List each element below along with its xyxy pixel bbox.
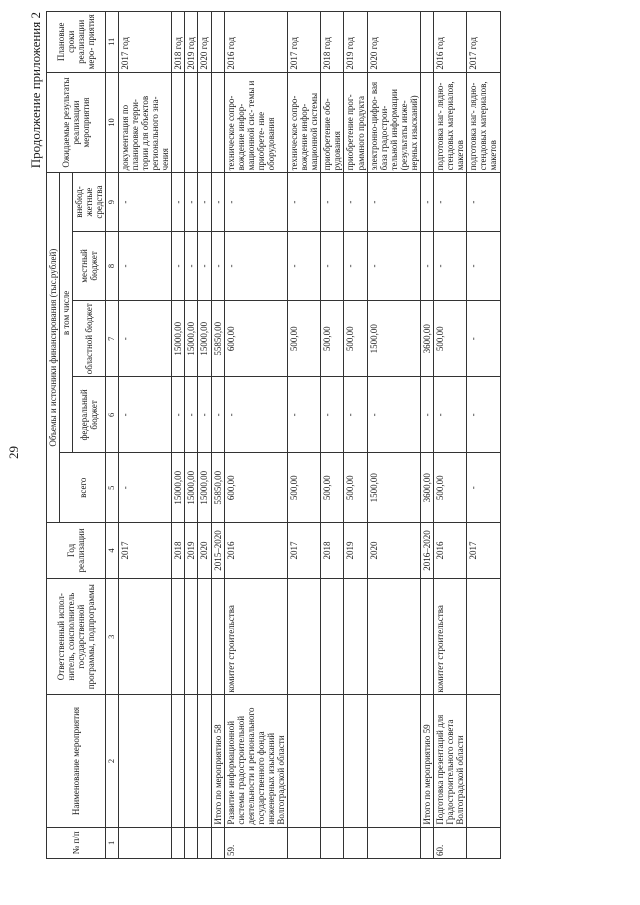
cell-regional: 500,00 bbox=[434, 301, 467, 377]
cell-results: электронно-цифро- вая база градострои- тельной информации (результаты инже- нерных изысканий) bbox=[367, 72, 420, 173]
cell-year: 2017 bbox=[467, 522, 500, 578]
cell-results: подготовка наг- лядно-стендовых материалов, макетов bbox=[467, 72, 500, 173]
cell-extra: - bbox=[185, 173, 198, 231]
cell-terms: 2017 год bbox=[467, 12, 500, 73]
cell-terms: 2020 год bbox=[198, 12, 211, 73]
cell-responsible: комитет строительства bbox=[224, 578, 287, 695]
cell-federal: - bbox=[211, 377, 224, 453]
cell-terms: 2016 год bbox=[434, 12, 467, 73]
cell-regional: 55850,00 bbox=[211, 301, 224, 377]
col-number: 5 bbox=[106, 453, 119, 522]
cell-terms: 2016 год bbox=[224, 12, 287, 73]
cell-total: 15000,00 bbox=[185, 453, 198, 522]
header-responsible: Ответственный испол- нитель, соисполнитель государственной программы, подпрограммы bbox=[47, 578, 106, 695]
cell-local: - bbox=[288, 231, 321, 300]
table-row bbox=[118, 12, 171, 859]
cell-responsible bbox=[211, 578, 224, 695]
cell-extra: - bbox=[172, 173, 185, 231]
col-number: 8 bbox=[106, 231, 119, 300]
cell-federal: - bbox=[434, 377, 467, 453]
cell-num: 59. bbox=[224, 827, 287, 858]
cell-local: - bbox=[224, 231, 287, 300]
cell-terms: 2020 год bbox=[367, 12, 420, 73]
cell-total: 500,00 bbox=[344, 453, 367, 522]
cell-local: - bbox=[172, 231, 185, 300]
cell-year: 2015–2020 bbox=[211, 522, 224, 578]
cell-year: 2019 bbox=[344, 522, 367, 578]
cell-num bbox=[198, 827, 211, 858]
cell-name bbox=[321, 695, 344, 827]
cell-extra: - bbox=[344, 173, 367, 231]
cell-local: - bbox=[321, 231, 344, 300]
cell-name bbox=[172, 695, 185, 827]
cell-results bbox=[185, 72, 198, 173]
cell-extra: - bbox=[321, 173, 344, 231]
header-funding-group: Объемы и источники финансирования (тыс.рублей) bbox=[47, 173, 60, 523]
cell-results bbox=[172, 72, 185, 173]
cell-num bbox=[185, 827, 198, 858]
table-row bbox=[421, 12, 434, 859]
cell-total: - bbox=[467, 453, 500, 522]
cell-num bbox=[118, 827, 171, 858]
cell-results: документация по планировке терри- тории для объектов регионального зна- чения bbox=[118, 72, 171, 173]
cell-terms: 2019 год bbox=[185, 12, 198, 73]
cell-regional: 15000,00 bbox=[172, 301, 185, 377]
cell-federal: - bbox=[344, 377, 367, 453]
cell-total: 15000,00 bbox=[172, 453, 185, 522]
cell-regional: 15000,00 bbox=[185, 301, 198, 377]
cell-local: - bbox=[421, 231, 434, 300]
cell-local: - bbox=[467, 231, 500, 300]
cell-results: техническое сопро- вождение инфор- мационной сис- темы и приобрете- ние оборудования bbox=[224, 72, 287, 173]
header-num: № п/п bbox=[47, 827, 106, 858]
cell-terms bbox=[211, 12, 224, 73]
col-number: 10 bbox=[106, 72, 119, 173]
cell-year: 2016–2020 bbox=[421, 522, 434, 578]
cell-total: 55850,00 bbox=[211, 453, 224, 522]
cell-name bbox=[198, 695, 211, 827]
cell-regional: 15000,00 bbox=[198, 301, 211, 377]
table-row bbox=[467, 12, 500, 859]
header-total: всего bbox=[60, 453, 106, 522]
cell-terms: 2018 год bbox=[172, 12, 185, 73]
cell-extra: - bbox=[118, 173, 171, 231]
table-row bbox=[185, 12, 198, 859]
table-row bbox=[367, 12, 420, 859]
cell-year: 2020 bbox=[367, 522, 420, 578]
cell-results: подготовка наг- лядно-стендовых материалов, макетов bbox=[434, 72, 467, 173]
cell-results bbox=[211, 72, 224, 173]
table-row bbox=[198, 12, 211, 859]
cell-responsible bbox=[321, 578, 344, 695]
cell-local: - bbox=[344, 231, 367, 300]
cell-year: 2020 bbox=[198, 522, 211, 578]
cell-federal: - bbox=[198, 377, 211, 453]
cell-results: техническое сопро- вождение инфор- мационной системы bbox=[288, 72, 321, 173]
table-row bbox=[434, 12, 467, 859]
cell-responsible bbox=[344, 578, 367, 695]
col-number: 7 bbox=[106, 301, 119, 377]
cell-responsible bbox=[118, 578, 171, 695]
col-number: 4 bbox=[106, 522, 119, 578]
col-number: 1 bbox=[106, 827, 119, 858]
cell-federal: - bbox=[172, 377, 185, 453]
cell-total: 500,00 bbox=[321, 453, 344, 522]
cell-federal: - bbox=[421, 377, 434, 453]
cell-terms: 2017 год bbox=[288, 12, 321, 73]
page-number: 29 bbox=[6, 446, 21, 459]
cell-name bbox=[367, 695, 420, 827]
cell-regional: 1500,00 bbox=[367, 301, 420, 377]
cell-results bbox=[198, 72, 211, 173]
cell-federal: - bbox=[185, 377, 198, 453]
table-row bbox=[321, 12, 344, 859]
cell-num bbox=[467, 827, 500, 858]
cell-year: 2018 bbox=[321, 522, 344, 578]
cell-extra: - bbox=[467, 173, 500, 231]
cell-num bbox=[288, 827, 321, 858]
col-number: 6 bbox=[106, 377, 119, 453]
cell-num bbox=[344, 827, 367, 858]
cell-num bbox=[321, 827, 344, 858]
cell-extra: - bbox=[224, 173, 287, 231]
cell-responsible bbox=[198, 578, 211, 695]
cell-num: 60. bbox=[434, 827, 467, 858]
cell-results: приобретение прог- раммного продукта bbox=[344, 72, 367, 173]
cell-responsible: комитет строительства bbox=[434, 578, 467, 695]
cell-responsible bbox=[367, 578, 420, 695]
cell-total: 3600,00 bbox=[421, 453, 434, 522]
cell-name: Развитие информационной системы градостроительной деятельности и регионального государственного фонда инженерных изысканий Волгоградской области bbox=[224, 695, 287, 827]
cell-extra: - bbox=[434, 173, 467, 231]
cell-year: 2017 bbox=[118, 522, 171, 578]
cell-responsible bbox=[288, 578, 321, 695]
cell-name bbox=[344, 695, 367, 827]
cell-extra: - bbox=[211, 173, 224, 231]
cell-regional: 500,00 bbox=[288, 301, 321, 377]
table-row bbox=[288, 12, 321, 859]
cell-regional: 600,00 bbox=[224, 301, 287, 377]
cell-name: Подготовка презентаций для Градостроительного совета Волгоградской области bbox=[434, 695, 467, 827]
cell-year: 2016 bbox=[224, 522, 287, 578]
cell-federal: - bbox=[288, 377, 321, 453]
col-number: 2 bbox=[106, 695, 119, 827]
col-number: 11 bbox=[106, 12, 119, 73]
cell-regional: 3600,00 bbox=[421, 301, 434, 377]
program-table bbox=[46, 11, 501, 859]
cell-regional: 500,00 bbox=[344, 301, 367, 377]
cell-total: 500,00 bbox=[288, 453, 321, 522]
cell-terms: 2017 год bbox=[118, 12, 171, 73]
cell-local: - bbox=[185, 231, 198, 300]
cell-num bbox=[172, 827, 185, 858]
cell-responsible bbox=[185, 578, 198, 695]
cell-total: 1500,00 bbox=[367, 453, 420, 522]
cell-results bbox=[421, 72, 434, 173]
table-row bbox=[224, 12, 287, 859]
cell-name bbox=[185, 695, 198, 827]
cell-num bbox=[421, 827, 434, 858]
header-terms: Плановые сроки реализации меро- приятия bbox=[47, 12, 106, 73]
table-row bbox=[344, 12, 367, 859]
header-results: Ожидаемые результаты реализации мероприятия bbox=[47, 72, 106, 173]
cell-total: 500,00 bbox=[434, 453, 467, 522]
cell-regional: - bbox=[467, 301, 500, 377]
col-number: 9 bbox=[106, 173, 119, 231]
table-row bbox=[211, 12, 224, 859]
header-in-that: в том числе bbox=[60, 173, 73, 453]
header-year: Год реализации bbox=[47, 522, 106, 578]
cell-year: 2017 bbox=[288, 522, 321, 578]
header-regional: областной бюджет bbox=[73, 301, 106, 377]
cell-terms bbox=[421, 12, 434, 73]
cell-extra: - bbox=[198, 173, 211, 231]
cell-name bbox=[288, 695, 321, 827]
cell-responsible bbox=[172, 578, 185, 695]
cell-year: 2016 bbox=[434, 522, 467, 578]
cell-terms: 2018 год bbox=[321, 12, 344, 73]
header-name: Наименование мероприятия bbox=[47, 695, 106, 827]
header-extra: внебюд- жетные средства bbox=[73, 173, 106, 231]
cell-terms: 2019 год bbox=[344, 12, 367, 73]
cell-regional: 500,00 bbox=[321, 301, 344, 377]
cell-name bbox=[467, 695, 500, 827]
cell-name: Итого по мероприятию 59 bbox=[421, 695, 434, 827]
cell-extra: - bbox=[288, 173, 321, 231]
cell-results: приобретение обо- рудования bbox=[321, 72, 344, 173]
cell-extra: - bbox=[367, 173, 420, 231]
continuation-title: Продолжение приложения 2 bbox=[28, 12, 43, 169]
cell-local: - bbox=[434, 231, 467, 300]
cell-local: - bbox=[118, 231, 171, 300]
cell-federal: - bbox=[321, 377, 344, 453]
cell-extra: - bbox=[421, 173, 434, 231]
header-federal: федеральный бюджет bbox=[73, 377, 106, 453]
cell-num bbox=[367, 827, 420, 858]
cell-name: Итого по мероприятию 58 bbox=[211, 695, 224, 827]
cell-local: - bbox=[367, 231, 420, 300]
cell-federal: - bbox=[467, 377, 500, 453]
cell-name bbox=[118, 695, 171, 827]
cell-federal: - bbox=[367, 377, 420, 453]
cell-total: 15000,00 bbox=[198, 453, 211, 522]
cell-local: - bbox=[198, 231, 211, 300]
cell-total: 600,00 bbox=[224, 453, 287, 522]
col-number: 3 bbox=[106, 578, 119, 695]
cell-responsible bbox=[467, 578, 500, 695]
table-row bbox=[172, 12, 185, 859]
cell-regional: - bbox=[118, 301, 171, 377]
header-local: местный бюджет bbox=[73, 231, 106, 300]
cell-federal: - bbox=[118, 377, 171, 453]
cell-year: 2019 bbox=[185, 522, 198, 578]
cell-responsible bbox=[421, 578, 434, 695]
cell-local: - bbox=[211, 231, 224, 300]
cell-total: - bbox=[118, 453, 171, 522]
cell-year: 2018 bbox=[172, 522, 185, 578]
cell-federal: - bbox=[224, 377, 287, 453]
column-number-row bbox=[106, 12, 119, 859]
cell-num bbox=[211, 827, 224, 858]
